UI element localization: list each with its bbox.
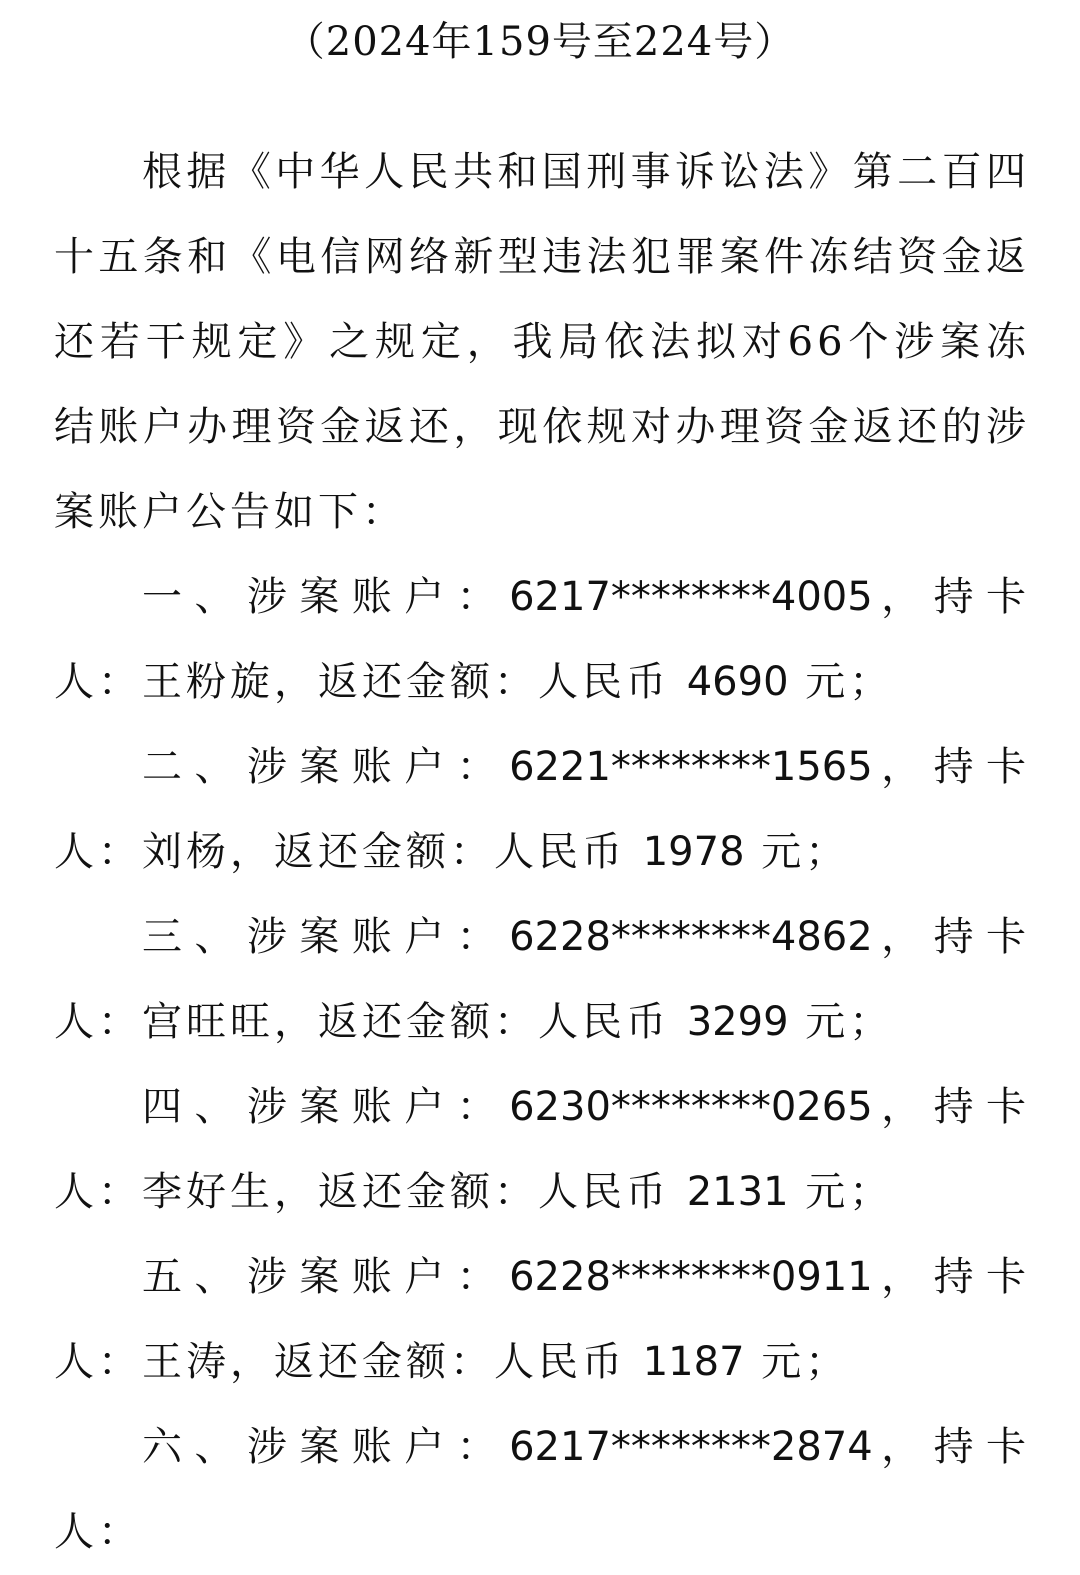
amount-unit: 元； <box>805 999 894 1045</box>
refund-amount: 4690 <box>686 659 789 705</box>
item-ordinal: 一、涉案账户： <box>142 574 510 620</box>
item-ordinal: 二、涉案账户： <box>142 744 510 790</box>
refund-amount: 3299 <box>686 999 789 1045</box>
refund-amount: 1978 <box>642 829 745 875</box>
amount-label: ，返还金额：人民币 <box>274 659 670 705</box>
intro-paragraph: 根据《中华人民共和国刑事诉讼法》第二百四十五条和《电信网络新型违法犯罪案件冻结资金返还若干规定》之规定，我局依法拟对66个涉案冻结账户办理资金返还，现依规对办理资金返还的涉案账户公告如下： <box>54 149 1030 535</box>
account-item-1 <box>54 555 1030 725</box>
item-ordinal: 五、涉案账户： <box>142 1254 510 1300</box>
amount-label: ，返还金额：人民币 <box>230 829 626 875</box>
holder-label: ，持卡人： <box>54 1254 1031 1385</box>
amount-unit: 元； <box>761 829 850 875</box>
amount-label: ，返还金额：人民币 <box>230 1339 626 1385</box>
account-item-3 <box>54 895 1030 1065</box>
holder-name: 李好生 <box>142 1169 274 1215</box>
account-item-4 <box>54 1065 1030 1235</box>
holder-label: ，持卡人： <box>54 914 1031 1045</box>
holder-name: 王粉旋 <box>142 659 274 705</box>
item-ordinal: 四、涉案账户： <box>142 1084 510 1130</box>
item-ordinal: 六、涉案账户： <box>142 1424 510 1470</box>
account-number: 6217********4005 <box>509 574 873 620</box>
account-item-2 <box>54 725 1030 895</box>
amount-label: ，返还金额：人民币 <box>274 999 670 1045</box>
amount-label: ，返还金额：人民币 <box>274 1169 670 1215</box>
announcement-body <box>54 130 1030 1575</box>
amount-unit: 元； <box>805 659 894 705</box>
holder-label: ，持卡人： <box>54 1084 1031 1215</box>
holder-name: 宫旺旺 <box>142 999 274 1045</box>
account-number: 6217********2874 <box>509 1424 873 1470</box>
account-item-5 <box>54 1235 1030 1405</box>
account-number: 6221********1565 <box>509 744 873 790</box>
account-number: 6230********0265 <box>509 1084 873 1130</box>
holder-name: 王涛 <box>142 1339 230 1385</box>
account-item-6 <box>54 1405 1030 1575</box>
account-number: 6228********0911 <box>509 1254 873 1300</box>
refund-amount: 2131 <box>686 1169 789 1215</box>
holder-label: ，持卡人： <box>54 744 1031 875</box>
holder-label: ，持卡人： <box>54 574 1031 705</box>
refund-amount: 1187 <box>642 1339 745 1385</box>
document-number: （2024年159号至224号） <box>284 19 796 65</box>
holder-label: ，持卡人： <box>54 1424 1031 1555</box>
account-number: 6228********4862 <box>509 914 873 960</box>
amount-unit: 元； <box>761 1339 850 1385</box>
item-ordinal: 三、涉案账户： <box>142 914 510 960</box>
amount-unit: 元； <box>805 1169 894 1215</box>
holder-name: 刘杨 <box>142 829 230 875</box>
